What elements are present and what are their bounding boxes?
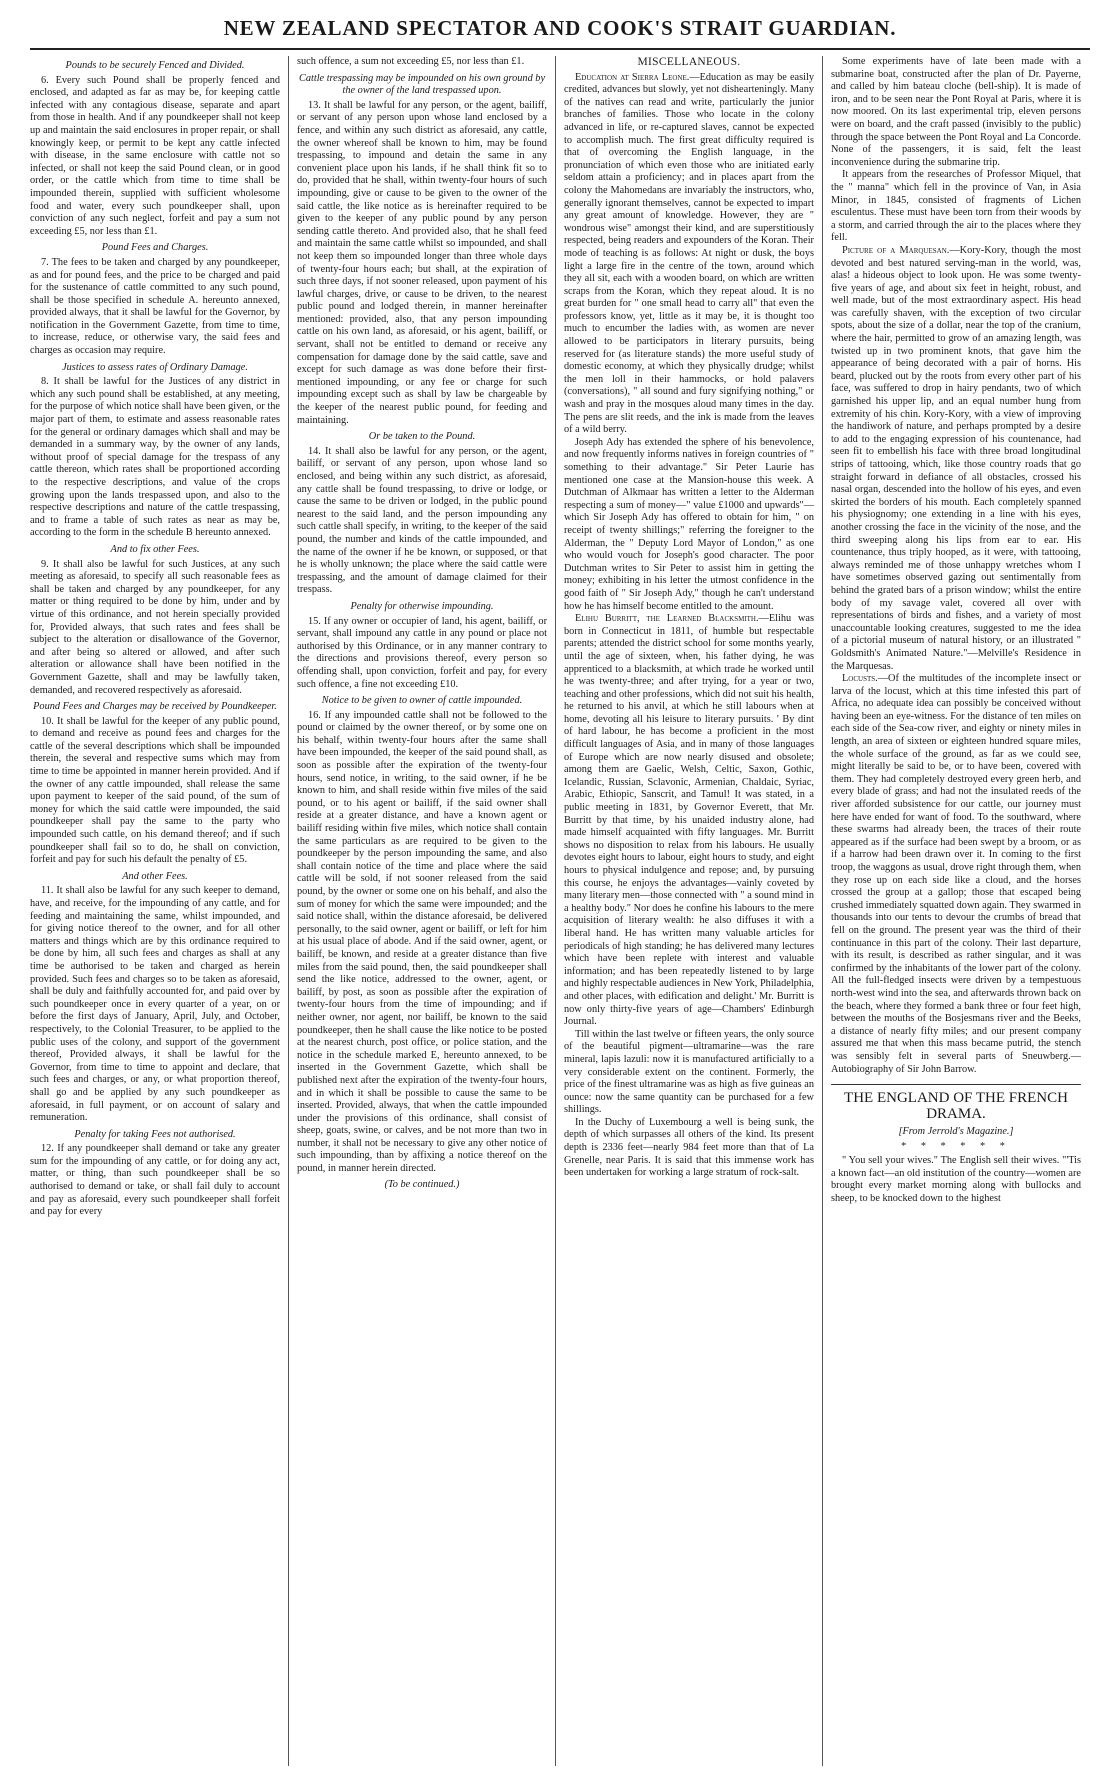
- manna-article: It appears from the researches of Professor Miquel, that the " manna" which fell in the province of Van, in Asia Minor, in 1845, consisted of fragments of Lichen esculentus. These must have been torn from their woods by a storm, and carried through the air to the places where they fell.: [831, 169, 1081, 244]
- luxembourg-article: In the Duchy of Luxembourg a well is being sunk, the depth of which surpasses all others of the kind. Its present depth is 2336 feet—nearly 984 feet more than that of La Grenelle, near Paris. It is said that this immense work has been undertaken for working a large stratum of rock-salt.: [564, 1116, 814, 1179]
- section-12-continued: such offence, a sum not exceeding £5, nor less than £1.: [297, 56, 525, 67]
- subheading-justices: Justices to assess rates of Ordinary Damage.: [62, 361, 248, 373]
- subheading-taken: Or be taken to the Pound.: [368, 431, 476, 443]
- locusts-article: [831, 673, 1081, 1076]
- subheading-otherwise: Penalty for otherwise impounding.: [350, 600, 494, 612]
- ultramarine-article: Till within the last twelve or fifteen years, the only source of the beautiful pigment—ultramarine—was the rare mineral, lapis lazuli: now it is manufactured artificially to a very considerable extent on the continent. Formerly, the price of the finest ultramarine was as high as five guineas an ounce: now the same quantity can be purchased for a few shillings.: [564, 1028, 814, 1116]
- section-12: 12. If any poundkeeper shall demand or take any greater sum for the impounding of any cattle, or for doing any act, matter, or thing, than such poundkeeper shall be so authorised to demand or take, or shall fail duly to account and pay as aforesaid, every such poundkeeper shall forfeit and pay for every: [30, 1143, 280, 1218]
- marquesan-article: [831, 245, 1081, 673]
- marquesan-title: Picture of a Marquesan.: [842, 244, 950, 256]
- column-3: [564, 56, 814, 1766]
- locusts-title: Locusts.: [842, 673, 878, 685]
- drama-source: [From Jerrold's Magazine.]: [898, 1126, 1014, 1138]
- education-title: Education at Sierra Leone.: [575, 71, 690, 83]
- subheading-penalty: Penalty for taking Fees not authorised.: [74, 1128, 236, 1140]
- experiments-article: Some experiments have of late been made with a submarine boat, constructed after the plan of Dr. Payerne, and called by him bateau cloche (bell-ship). It is made of iron, and to be seen near the Pont Royal at Paris, where it is now moored. On its last experimental trip, eleven persons were on board, and the craft passed (invisibly to the public) through the space between the Pont Royal and La Concorde. None of the passengers, it is said, felt the least inconvenience during the submarine trip.: [831, 56, 1081, 168]
- subheading-received: Pound Fees and Charges may be received by Poundkeeper.: [33, 701, 277, 713]
- section-10: 10. It shall be lawful for the keeper of any public pound, to demand and receive as pound fees and charges for the cattle of the several descriptions which shall be impounded therein, the several and respective sums which may from time to time be appointed in manner herein provided. And if the owner of any cattle impounded, shall release the same upon payment to keeper of the said pound, of the sum of money for which the said cattle were impounded, the said poundkeeper shall pay the same to the party who impounded such cattle, on his demand thereof; and if such poundkeeper shall fail so to do, he shall on conviction, forfeit and pay for such his default the penalty of £5.: [30, 715, 280, 866]
- column-4: [831, 56, 1081, 1766]
- masthead-title: NEW ZEALAND SPECTATOR AND COOK'S STRAIT GUARDIAN.: [30, 16, 1090, 50]
- miscellaneous-heading: MISCELLANEOUS.: [637, 56, 741, 68]
- section-8: 8. It shall be lawful for the Justices of any district in which any such pound shall be established, at any meeting, for the purpose of which notice shall have been given, or the major part of them, to estimate and assess reasonable rates for the general or ordinary damages which shall and may be demanded in a summary way, by the owner of any lands, without proof of special damage for the trespass of any cattle thereon, which rates shall be proportioned according to the respective descriptions, and value of the crops growing upon the lands trespassed upon, and also to the respective descriptions and nature of the cattle trespassing, and to frame a table of such rates as near as may be, according to the form in the schedule B hereunto annexed.: [30, 376, 280, 539]
- column-rule: [822, 56, 823, 1766]
- section-6: 6. Every such Pound shall be properly fenced and enclosed, and adapted as far as may be, for keeping cattle infected with any contagious disease, separate and apart from those in health. And if any poundkeeper shall not keep up and maintain the said enclosures in proper repair, or shall knowingly keep, or permit to be kept any cattle infected with disease, in the same enclosure with cattle not so infected, or shall not keep the said Pound clean, or in good order, or the cattle which from time to time shall be impounded therein, supplied with sufficient wholesome food and water, every such poundkeeper shall, upon conviction of any such neglect, forfeit and pay a sum not exceeding £5, nor less than £1.: [30, 74, 280, 237]
- drama-heading: THE ENGLAND OF THE FRENCH DRAMA.: [831, 1084, 1081, 1122]
- education-article: [564, 72, 814, 437]
- column-2: [297, 56, 547, 1766]
- marquesan-body: —Kory-Kory, though the most devoted and best natured serving-man in the world, was, alas! a hideous object to look upon. He was some twenty-five years of age, and about six feet in height, robust, and well made, but of the most extraordinary aspect. His head was carefully shaven, with the exception of two circular spots, about the size of a dollar, near the top of the cranium, where the hair, permitted to grow of an amazing length, was twisted up in two prominent knots, that gave him the appearance of being decorated with a pair of horns. His beard, plucked out by the roots from every other part of his face, was suffered to drop in hairy pendants, two of which garnished his upper lip, and an equal number hung from extremity of his chin. Kory-Kory, with a view of improving the handiwork of nature, and perhaps prompted by a desire to add to the engaging expression of his countenance, had seen fit to embellish his face with three broad longitudinal strips of tattooing, which, like those country roads that go straight forward in defiance of all obstacles, crossed his nasal organ, descended into the hollow of his eyes, and even skirted the borders of his mouth. Each completely spanned his physiognomy; one extending in a line with his eyes, another crossing the face in the vicinity of the nose, and the third sweeping along his lips from ear to ear. His countenance, thus triply hooped, as it were, with tattooing, always reminded me of those unhappy wretches whom I have sometimes observed gazing out sentimentally from behind the grated bars of a prison window; whilst the entire body of my savage valet, covered all over with representations of birds and fishes, and a variety of most unaccountable looking creatures, suggested to me the idea of a pictorial museum of natural history, or an illustrated " Goldsmith's Animated Nature."—Melville's Residence in the Marquesas.: [831, 244, 1081, 672]
- column-rule: [288, 56, 289, 1766]
- subheading-other-fees: And to fix other Fees.: [110, 543, 200, 555]
- columns: [30, 56, 1090, 1766]
- ady-article: Joseph Ady has extended the sphere of his benevolence, and now frequently informs natives in foreign countries of " something to their advantage." Sir Peter Laurie has mentioned one case at the Mansion-house this week. A Dutchman of Alkmaar has written a letter to the Alderman respecting a sum of money—" value £1000 and upwards"—which Sir Joseph Ady has offered to obtain for him, " on receipt of twenty shillings;" referring the foreigner to the Alderman, the " Deputy Lord Mayor of London," as one who would vouch for Joseph's good character. The poor Dutchman writes to Sir Peter to assist him in getting the money; exhibiting in his letter the utmost confidence in the good faith of " Sir Joseph Ady," though he can't understand how he has himself become entitled to the amount.: [564, 436, 814, 612]
- subheading-fees: Pound Fees and Charges.: [101, 242, 209, 254]
- to-be-continued: (To be continued.): [384, 1178, 460, 1190]
- subheading-pounds: Pounds to be securely Fenced and Divided.: [65, 60, 245, 71]
- drama-article: " You sell your wives." The English sell their wives. "'Tis a known fact—an old institution of the country—women are brought every market morning along with bullocks and sheep, to be knocked down to the highest: [831, 1155, 1081, 1205]
- section-13: 13. It shall be lawful for any person, or the agent, bailiff, or servant of any person upon whose land enclosed by a fence, and within any such district as aforesaid, any cattle, the owner whereof shall be known to him, may be found trespassing, to impound and detain the same in any convenient place upon his lands, if he shall think fit so to do, provided that he shall, within twenty-four hours of such impounding, give or cause to be given to the owner of the said cattle, the like notice as is hereinafter required to be given to the keeper of any public pound by any person sending cattle thereto. And provided also, that he shall feed and maintain the same cattle whilst so impounded, and shall not keep them so impounded longer than three whole days of twenty-four hours each; but shall, at the expiration of such three days, if not sooner released, upon payment of his lawful charges, drive, or cause to be driven, to the nearest public pound and lodged therein, in manner hereinafter mentioned: provided, also, that any person impounding cattle on his own land, as aforesaid, or his agent, bailiff, or servant, shall not be entitled to demand or receive any compensation for damage done by the said cattle, save and except for such damage as was done before their first-mentioned impounding, or any fee or charge for such impounding except such as shall by law be chargeable by the keeper of the nearest public pound, for feeding and maintaining.: [297, 99, 547, 426]
- section-9: 9. It shall also be lawful for such Justices, at any such meeting as aforesaid, to specify all such reasonable fees as shall be taken and charged by any poundkeeper, for any matter or thing required to be done by him, under and by virtue of this ordinance, and not herein specially provided for, Provided always, that such rates and fees shall be subject to the alteration or disallowance of the Governor, and after being so altered or allowed, and after such alteration or allowance shall have been notified in the Government Gazette, shall and may be lawfully taken, demanded, and recovered respectively as aforesaid.: [30, 558, 280, 696]
- subheading-notice: Notice to be given to owner of cattle impounded.: [321, 695, 523, 707]
- burritt-article: [564, 613, 814, 1029]
- subheading-and-other: And other Fees.: [122, 870, 188, 882]
- section-7: 7. The fees to be taken and charged by any poundkeeper, as and for pound fees, and the price to be charged and paid for the sustenance of cattle committed to any such pound, shall be those specified in schedule A. hereunto annexed, provided always, that it shall be lawful for the Governor, by notification in the Government Gazette, from time to time, to increase, reduce, or otherwise vary, the said fees and charges as occasion may require.: [30, 256, 280, 357]
- drama-stars: * * * * * *: [901, 1140, 1011, 1152]
- column-1: [30, 56, 280, 1766]
- education-body: —Education as may be easily credited, advances but slowly, yet not dishearteningly. Many of the natives can read and write, particularly the junior branches of families. Those who locate in the colony advanced in life, or re-captured slaves, cannot be expected to accomplish much. The first great difficulty required is that of overcoming the English language, in the pronunciation of which even those who are initiated early seldom attain a proficiency; and in places apart from the colony the Mahomedans are invariably the instructors, who, generally ignorant themselves, cannot be expected to impart any great amount of knowledge. However, they are " wondrous wise" amongst their kind, and are superstitiously respected, being readers and expounders of the Koran. Their mode of teaching is as follows: At night or dusk, the boys light a large fire in the centre of the town, around which they all sit, each with a wooden board, on which are written scraps from the Koran, which they repeat aloud. It is no great burden for " one small head to carry all" that even the professors know, yet, little as it may be, it is thought too much to encumber the ladies with, as women are never allowed to be participators in literary pursuits, being reserved for (as literature stands) the more useful study of domestic economy, at which they physically drudge; whilst the men loll in their hammocks, or hold palavers (conversations), " all sound and fury signifying nothing," or wash and pray in the mosques aloud many times in the day. The pens are slit reeds, and the ink is made from the leaves of a wild berry.: [564, 71, 814, 436]
- section-15: 15. If any owner or occupier of land, his agent, bailiff, or servant, shall impound any cattle in any pound or place not authorised by this Ordinance, or in any manner contrary to the directions and provisions thereof, every person so offending shall, upon conviction, forfeit and pay, for every such offence, a fine not exceeding £10.: [297, 615, 547, 690]
- section-14: 14. It shall also be lawful for any person, or the agent, bailiff, or servant of any person, upon whose land so enclosed, and being within any such district, as aforesaid, any cattle shall be found trespassing, to drive or lodge, or cause the same to be driven or lodged, in the public pound nearest to the said land, and the person impounding any such cattle shall specify, in writing, to the keeper of the said pound, the number and kinds of the cattle impounded, and the name of the owner if he be known, or supposed, or that he is wholly unknown; the place where the said cattle were trespassing, and the amount of damage claimed for their trespass.: [297, 445, 547, 596]
- column-rule: [555, 56, 556, 1766]
- locusts-body: —Of the multitudes of the incomplete insect or larva of the locust, which at this time infested this part of Africa, no adequate idea can possibly be conceived without having been an eye-witness. For the distance of ten miles on each side of the Sea-cow river, and eighty or ninety miles in length, an area of sixteen or eighteen hundred square miles, the whole surface of the ground, as far as we could see, might literally be said to be, or to have been, covered with them. They had completely destroyed every green herb, and every blade of grass; and had not the insulated reeds of the river afforded subsistence for our cattle, our journey must here have ended for want of food. To the southward, where these swarms had already been, the traces of their route appeared as if the surface had been swept by a broom, or as if a harrow had been drawn over it. In coming to the first troop, the waggons as usual, drove right through them, when they rose up on each side like a cloud, and the horses crossed the group at a gallop; those that escaped being crushed immediately squatted down again. They swarmed in thousands into our tents to devour the crumbs of bread that fell on the ground. The present year was the third of their continuance in this part of the colony. Their last departure, with its result, is described as rather singular, and it was confirmed by the inhabitants of the lower part of the colony. All the full-fledged insects were driven by a tempestuous north-west wind into the sea, and afterwards thrown back on the beach, where they formed a bank three or four feet high, between the mouths of the Bosjesmans river and the Beeks, a distance of nearly fifty miles; and our present company assured me that when this mass became putrid, the stench was sensibly felt in several parts of Sneuwberg.—Autobiography of Sir John Barrow.: [831, 673, 1081, 1075]
- subheading-trespassing: Cattle trespassing may be impounded on his own ground by the owner of the land trespassed upon.: [298, 72, 546, 97]
- section-11: 11. It shall also be lawful for any such keeper to demand, have, and receive, for the impounding of any cattle, and for feeding and maintaining the same, whilst impounded, and for giving notice thereof to the owner, and for all other matters and things which are by this ordinance required to be done by him, all such fees and charges as shall at any time be authorised to be taken and charged as herein provided. Such fees and charges so to be taken as aforesaid, shall be duly and faithfully accounted for, and paid over by such poundkeeper once in every quarter of a year, on or before the first days of January, April, July, and October, respectively, to the Colonial Treasurer, to be applied to the public uses of the colony, and support of the government thereof, Provided always, it shall be lawful for the Governor, from time to time to appoint and declare, that such fees and charges, or any, or what proportion thereof, shall go and be applied by any such poundkeeper as aforesaid, in full payment, or on account of salary and remuneration.: [30, 885, 280, 1124]
- burritt-body: —Elihu was born in Connecticut in 1811, of humble but respectable parents; attended the district school for some months yearly, until the age of sixteen, when, his father dying, he was apprenticed to a blacksmith, at which trade he worked until he was twenty-three; and after trying, for a year or two, teaching and other professions, which did not suit his health, he returned to his anvil, at which he still labours when at home, devoting all his leisure to literary pursuits. ' By dint of hard labour, he has become a proficient in the most difficult languages of Asia, and in many of those languages of Europe which are now nearly disused and obsolete; among them are Gaelic, Welsh, Celtic, Saxon, Gothic, Icelandic, Russian, Sclavonic, Armenian, Chaldaic, Syriac, Arabic, Ethiopic, Sanscrit, and Tamul! It was stated, in a public meeting in 1831, by Governor Everett, that Mr. Burritt by that time, by his unaided industry alone, had made himself acquainted with fifty languages. Mr. Burritt shows no disposition to relax from his labours. He usually devotes eight hours to labour, eight hours to study, and eight hours to physical indulgence and repose; and, by pursuing this course, he enjoys the advantages—vainly coveted by many literary men—those connected with " a sound mind in a healthy body." Nor does he confine his labours to the mere acquisition of literary wealth: he also diffuses it with a liberal hand. He has written many valuable articles for periodicals of high standing; he has delivered many lectures which have been replete with interest and valuable information; and has been repeatedly listened to by large and highly respectable audiences in New York, Philadelphia, and other places, with edification and delight.' Mr. Burritt is now only thirty-five years of age—Chambers' Edinburgh Journal.: [564, 613, 814, 1028]
- section-16: 16. If any impounded cattle shall not be followed to the pound or claimed by the owner thereof, or by some one on his behalf, within twenty-four hours after the same shall have been impounded, the keeper of the said pound shall, as soon as possible after the expiration of the twenty-four hours, send notice, in writing, to the said owner, if he be known to him, and shall reside within five miles of the said pound, or to his agent or bailiff, if the said owner shall reside at a greater distance, and have a known agent or bailiff residing within five miles, which notice shall contain the same particulars as are required to be given to the poundkeeper by the person impounding the same, and also shall contain notice of the time and place where the said cattle will be sold, if not sooner released from the said pound, by the owner or some one on his behalf, and also the sum of money for which the same were impounded; and the said notice shall, within the distance aforesaid, be delivered personally, to the said owner, agent or bailiff, or left for him at his usual place of abode. And if the said owner, agent, or bailiff, be known, and reside at a greater distance than five miles from the said pound, then, the said poundkeeper shall send the like notice, addressed to the owner, agent, or bailiff, by post, as soon as possible after the expiration of twenty-four hours from the time of impounding; and if neither owner, nor agent, nor bailiff, be known to the said poundkeeper, then he shall cause the like notice to be posted at the nearest church, post office, or police station, and the notice in the schedule marked E, hereunto annexed, to be inserted in the Government Gazette, which shall be published next after the expiration of the twenty-four hours, and in which it shall be possible to cause the same to be inserted. Provided, always, that when the cattle impounded under the provisions of this ordinance, shall consist of sheep, goats, swine, or calves, and be not more than two in number, it shall not be necessary to give any other notice of such impounding, than by affixing a notice thereof on the pound, in manner herein directed.: [297, 709, 547, 1175]
- burritt-title: Elihu Burritt, the Learned Blacksmith.: [575, 613, 759, 625]
